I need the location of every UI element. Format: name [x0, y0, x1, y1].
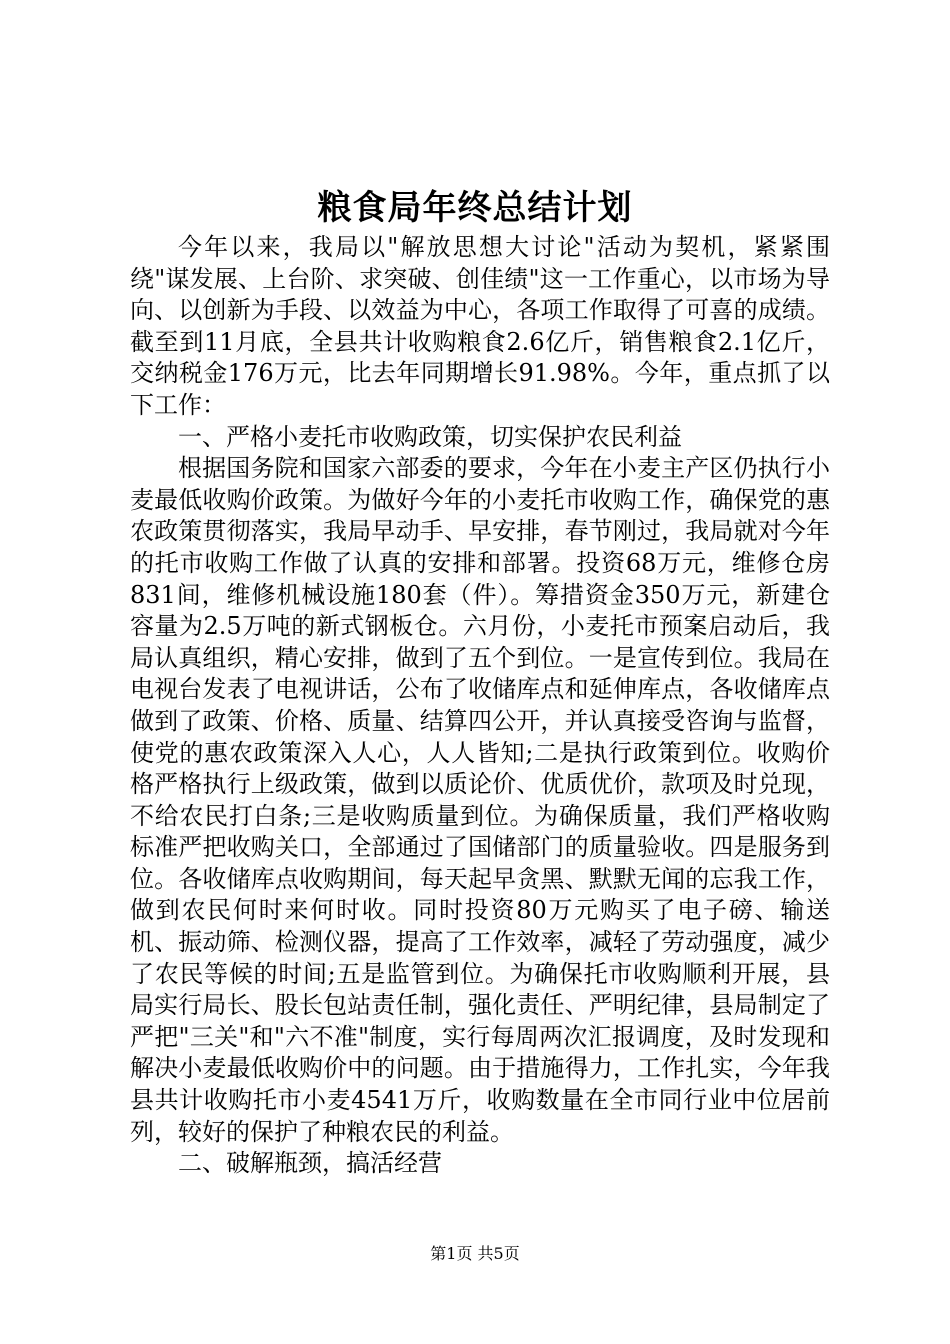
- section-heading-1: 一、严格小麦托市收购政策，切实保护农民利益: [178, 422, 682, 451]
- paragraph-intro: 今年以来，我局以"解放思想大讨论"活动为契机，紧紧围绕"谋发展、上台阶、求突破、创佳绩"这一工作重心，以市场为导向、以创新为手段、以效益为中心，各项工作取得了可喜的成绩。截至到11月底，全县共计收购粮食2.6亿斤，销售粮食2.1亿斤，交纳税金176万元，比去年同期增长91.98%。今年，重点抓了以下工作：: [130, 233, 830, 419]
- document-body: [130, 232, 830, 1180]
- page-footer: 第1页 共5页: [430, 1244, 520, 1263]
- document-title: 粮食局年终总结计划: [317, 188, 633, 228]
- paragraph-section-1: 根据国务院和国家六部委的要求，今年在小麦主产区仍执行小麦最低收购价政策。为做好今年的小麦托市收购工作，确保党的惠农政策贯彻落实，我局早动手、早安排，春节刚过，我局就对今年的托市收购工作做了认真的安排和部署。投资68万元，维修仓房831间，维修机械设施180套（件）。筹措资金350万元，新建仓容量为2.5万吨的新式钢板仓。六月份，小麦托市预案启动后，我局认真组织，精心安排，做到了五个到位。一是宣传到位。我局在电视台发表了电视讲话，公布了收储库点和延伸库点，各收储库点做到了政策、价格、质量、结算四公开，并认真接受咨询与监督，使党的惠农政策深入人心，人人皆知;二是执行政策到位。收购价格严格执行上级政策，做到以质论价、优质优价，款项及时兑现，不给农民打白条;三是收购质量到位。为确保质量，我们严格收购标准严把收购关口，全部通过了国储部门的质量验收。四是服务到位。各收储库点收购期间，每天起早贪黑、默默无闻的忘我工作，做到农民何时来何时收。同时投资80万元购买了电子磅、输送机、振动筛、检测仪器，提高了工作效率，减轻了劳动强度，减少了农民等候的时间;五是监管到位。为确保托市收购顺利开展，县局实行局长、股长包站责任制，强化责任、严明纪律，县局制定了严把"三关"和"六不准"制度，实行每周两次汇报调度，及时发现和解决小麦最低收购价中的问题。由于措施得力，工作扎实，今年我县共计收购托市小麦4541万斤，收购数量在全市同行业中位居前列，较好的保护了种粮农民的利益。: [130, 454, 830, 1146]
- section-heading-2: 二、破解瓶颈，搞活经营: [178, 1149, 442, 1178]
- document-page: [130, 0, 830, 1344]
